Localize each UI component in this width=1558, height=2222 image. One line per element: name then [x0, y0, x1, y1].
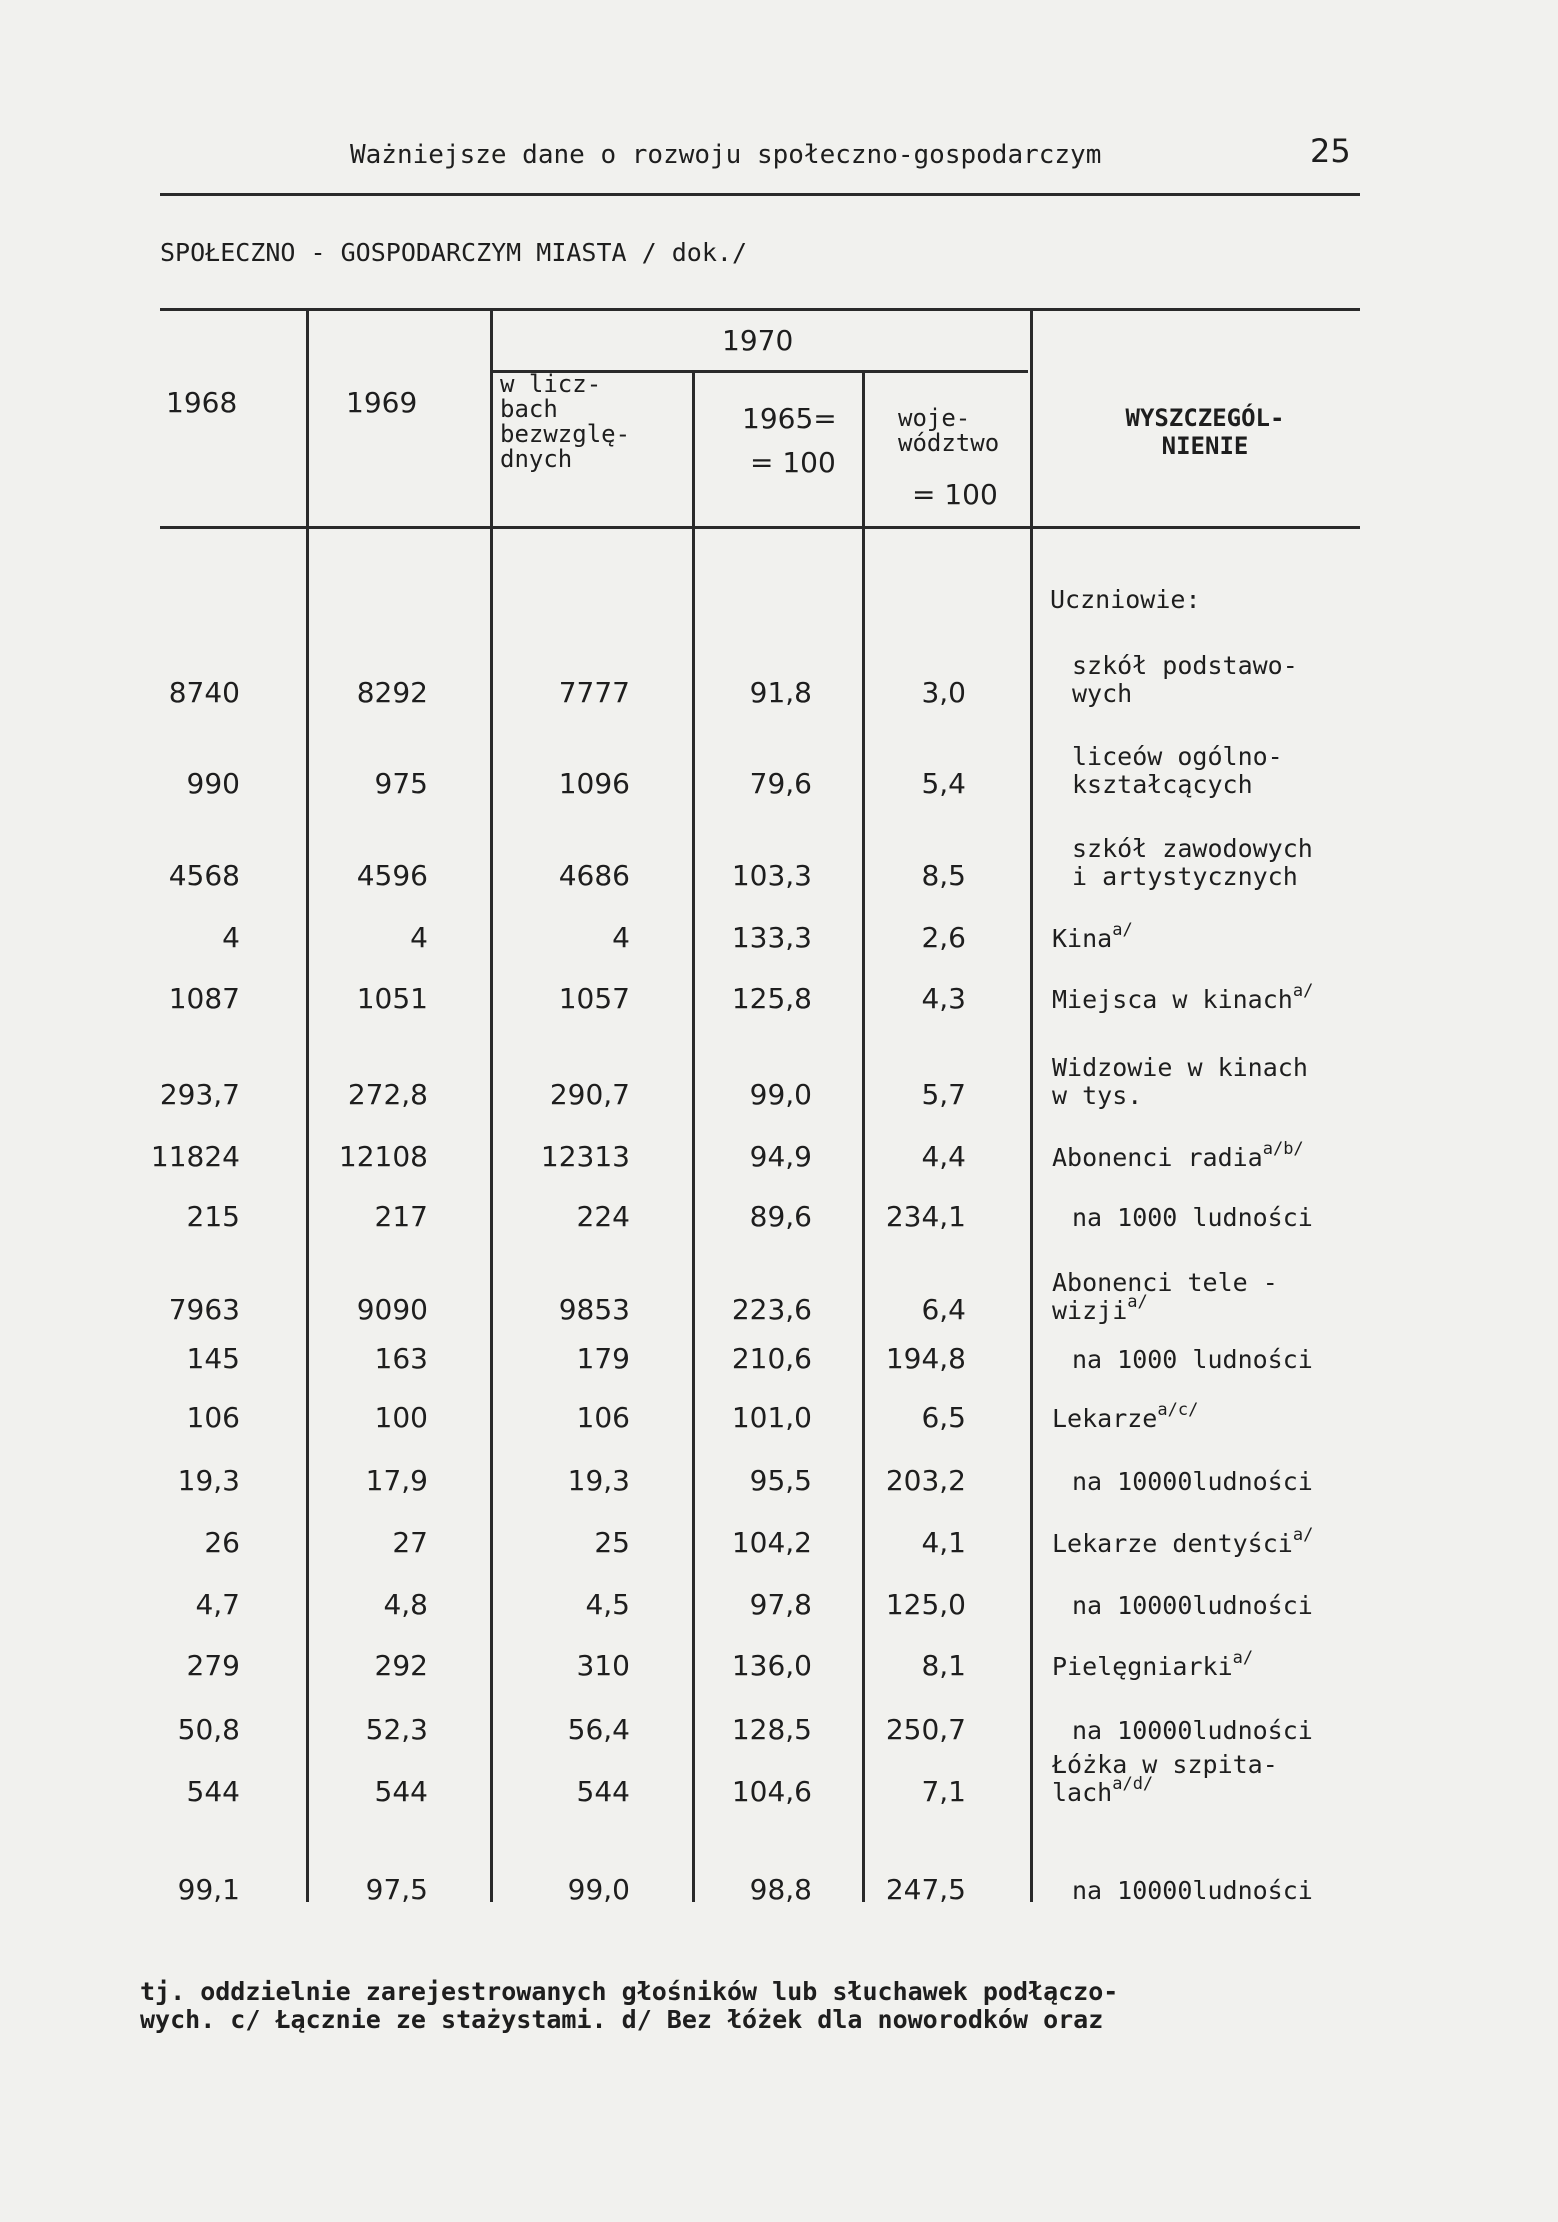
- table-cell: 210,6: [731, 1342, 812, 1375]
- page-number: 25: [1310, 132, 1351, 170]
- table-cell: 544: [186, 1775, 240, 1808]
- table-cell: 293,7: [159, 1078, 240, 1111]
- row-label: Kina$^{a/}$: [1052, 920, 1133, 953]
- header-specification: WYSZCZEGÓL- NIENIE: [1125, 404, 1285, 460]
- table-cell: 1096: [558, 767, 630, 800]
- table-cell: 4: [612, 921, 630, 954]
- header-voivodeship-100: = 100: [912, 478, 998, 511]
- header-1969: 1969: [346, 386, 418, 419]
- table-cell: 223,6: [731, 1293, 812, 1326]
- table-cell: 234,1: [885, 1200, 966, 1233]
- row-label: Miejsca w kinach$^{a/}$: [1052, 981, 1314, 1014]
- table-cell: 136,0: [731, 1649, 812, 1682]
- table-cell: 8,5: [921, 859, 966, 892]
- table-cell: 215: [186, 1200, 240, 1233]
- table-cell: 292: [374, 1649, 428, 1682]
- row-label: na 1000 ludności: [1072, 1345, 1313, 1374]
- footnote-marker: a/d/: [1112, 1774, 1154, 1794]
- table-cell: 98,8: [749, 1873, 812, 1906]
- table-cell: 250,7: [885, 1713, 966, 1746]
- row-label: szkół podstawo- wych: [1072, 651, 1298, 708]
- table-cell: 99,1: [177, 1873, 240, 1906]
- table-cell: 128,5: [731, 1713, 812, 1746]
- table-cell: 97,5: [365, 1873, 428, 1906]
- table-cell: 97,8: [749, 1588, 812, 1621]
- table-cell: 217: [374, 1200, 428, 1233]
- footnote-marker: a/b/: [1262, 1139, 1304, 1159]
- section-label-pupils: Uczniowie:: [1050, 585, 1201, 614]
- header-1968: 1968: [166, 386, 238, 419]
- table-cell: 544: [576, 1775, 630, 1808]
- table-cell: 101,0: [731, 1401, 812, 1434]
- row-label: Lekarze dentyści$^{a/}$: [1052, 1525, 1314, 1558]
- row-label: na 10000ludności: [1072, 1876, 1313, 1905]
- header-rule: [160, 193, 1360, 196]
- table-cell: 310: [576, 1649, 630, 1682]
- table-cell: 8740: [168, 676, 240, 709]
- table-cell: 4686: [558, 859, 630, 892]
- table-cell: 133,3: [731, 921, 812, 954]
- table-cell: 79,6: [749, 767, 812, 800]
- footnote-marker: a/: [1292, 1525, 1314, 1545]
- table-cell: 290,7: [549, 1078, 630, 1111]
- table-cell: 19,3: [177, 1464, 240, 1497]
- table-cell: 4: [410, 921, 428, 954]
- table-cell: 9090: [356, 1293, 428, 1326]
- row-label: na 10000ludności: [1072, 1467, 1313, 1496]
- table-cell: 17,9: [365, 1464, 428, 1497]
- row-label: szkół zawodowych i artystycznych: [1072, 834, 1313, 891]
- table-cell: 91,8: [749, 676, 812, 709]
- row-label: Lekarze$^{a/c/}$: [1052, 1400, 1199, 1433]
- footnote-marker: a/c/: [1157, 1400, 1199, 1420]
- table-cell: 2,6: [921, 921, 966, 954]
- table-subtitle: SPOŁECZNO - GOSPODARCZYM MIASTA / dok./: [160, 238, 747, 267]
- table-cell: 125,0: [885, 1588, 966, 1621]
- table-cell: 99,0: [749, 1078, 812, 1111]
- table-cell: 163: [374, 1342, 428, 1375]
- table-cell: 544: [374, 1775, 428, 1808]
- table-cell: 4,4: [921, 1140, 966, 1173]
- table-cell: 104,2: [731, 1526, 812, 1559]
- running-title: Ważniejsze dane o rozwoju społeczno-gospodarczym: [350, 140, 1102, 170]
- header-index-100: = 100: [750, 446, 836, 479]
- footnote-marker: a/: [1232, 1648, 1254, 1668]
- row-label: na 1000 ludności: [1072, 1203, 1313, 1232]
- footnote-marker: a/: [1127, 1292, 1148, 1312]
- table-cell: 6,5: [921, 1401, 966, 1434]
- table-cell: 103,3: [731, 859, 812, 892]
- table-cell: 1087: [168, 982, 240, 1015]
- column-divider: [862, 372, 865, 1902]
- table-cell: 5,7: [921, 1078, 966, 1111]
- header-index-1965: 1965=: [742, 402, 837, 435]
- row-label: Pielęgniarki$^{a/}$: [1052, 1648, 1254, 1681]
- table-cell: 95,5: [749, 1464, 812, 1497]
- table-cell: 8,1: [921, 1649, 966, 1682]
- table-cell: 89,6: [749, 1200, 812, 1233]
- table-cell: 247,5: [885, 1873, 966, 1906]
- row-label: Abonenci tele - wizji$^{a/}$: [1052, 1268, 1278, 1325]
- table-cell: 106: [576, 1401, 630, 1434]
- row-label: na 10000ludności: [1072, 1716, 1313, 1745]
- table-cell: 4,8: [383, 1588, 428, 1621]
- table-cell: 6,4: [921, 1293, 966, 1326]
- table-cell: 1057: [558, 982, 630, 1015]
- table-cell: 7963: [168, 1293, 240, 1326]
- table-cell: 12313: [540, 1140, 630, 1173]
- column-divider: [306, 310, 309, 1902]
- table-cell: 106: [186, 1401, 240, 1434]
- column-divider: [692, 372, 695, 1902]
- table-cell: 50,8: [177, 1713, 240, 1746]
- table-cell: 94,9: [749, 1140, 812, 1173]
- table-cell: 4: [222, 921, 240, 954]
- table-cell: 7,1: [921, 1775, 966, 1808]
- header-bottom-rule: [160, 526, 1360, 529]
- table-cell: 224: [576, 1200, 630, 1233]
- table-cell: 4596: [356, 859, 428, 892]
- table-cell: 25: [594, 1526, 630, 1559]
- table-cell: 19,3: [567, 1464, 630, 1497]
- table-cell: 7777: [558, 676, 630, 709]
- table-cell: 975: [374, 767, 428, 800]
- table-cell: 27: [392, 1526, 428, 1559]
- table-cell: 145: [186, 1342, 240, 1375]
- footnote: tj. oddzielnie zarejestrowanych głośników lub słuchawek podłączo- wych. c/ Łącznie ze stażystami. d/ Bez łóżek dla noworodków oraz: [140, 1977, 1119, 2034]
- table-top-rule: [160, 308, 1360, 311]
- table-cell: 11824: [150, 1140, 240, 1173]
- table-cell: 194,8: [885, 1342, 966, 1375]
- row-label: na 10000ludności: [1072, 1591, 1313, 1620]
- table-cell: 52,3: [365, 1713, 428, 1746]
- table-cell: 100: [374, 1401, 428, 1434]
- table-cell: 272,8: [347, 1078, 428, 1111]
- table-cell: 5,4: [921, 767, 966, 800]
- table-cell: 104,6: [731, 1775, 812, 1808]
- table-cell: 9853: [558, 1293, 630, 1326]
- table-cell: 8292: [356, 676, 428, 709]
- table-cell: 3,0: [921, 676, 966, 709]
- row-label: liceów ogólno- kształcących: [1072, 742, 1283, 799]
- header-voivodeship: woje- wództwo: [898, 404, 1000, 457]
- row-label: Widzowie w kinach w tys.: [1052, 1053, 1308, 1110]
- footnote-marker: a/: [1112, 920, 1133, 940]
- table-cell: 12108: [338, 1140, 428, 1173]
- header-1970: 1970: [722, 324, 794, 357]
- row-label: Abonenci radia$^{a/b/}$: [1052, 1139, 1304, 1172]
- table-cell: 990: [186, 767, 240, 800]
- table-cell: 203,2: [885, 1464, 966, 1497]
- table-cell: 99,0: [567, 1873, 630, 1906]
- table-cell: 4568: [168, 859, 240, 892]
- footnote-marker: a/: [1292, 981, 1314, 1001]
- column-divider: [1030, 310, 1033, 1902]
- table-cell: 26: [204, 1526, 240, 1559]
- table-cell: 4,7: [195, 1588, 240, 1621]
- table-cell: 4,1: [921, 1526, 966, 1559]
- table-cell: 179: [576, 1342, 630, 1375]
- table-cell: 4,5: [585, 1588, 630, 1621]
- header-absolute: w licz- bach bezwzglę- dnych: [500, 370, 631, 473]
- row-label: Łóżka w szpita- lach$^{a/d/}$: [1052, 1750, 1278, 1807]
- table-cell: 56,4: [567, 1713, 630, 1746]
- table-cell: 1051: [356, 982, 428, 1015]
- table-cell: 4,3: [921, 982, 966, 1015]
- table-cell: 279: [186, 1649, 240, 1682]
- table-cell: 125,8: [731, 982, 812, 1015]
- column-divider: [490, 310, 493, 1902]
